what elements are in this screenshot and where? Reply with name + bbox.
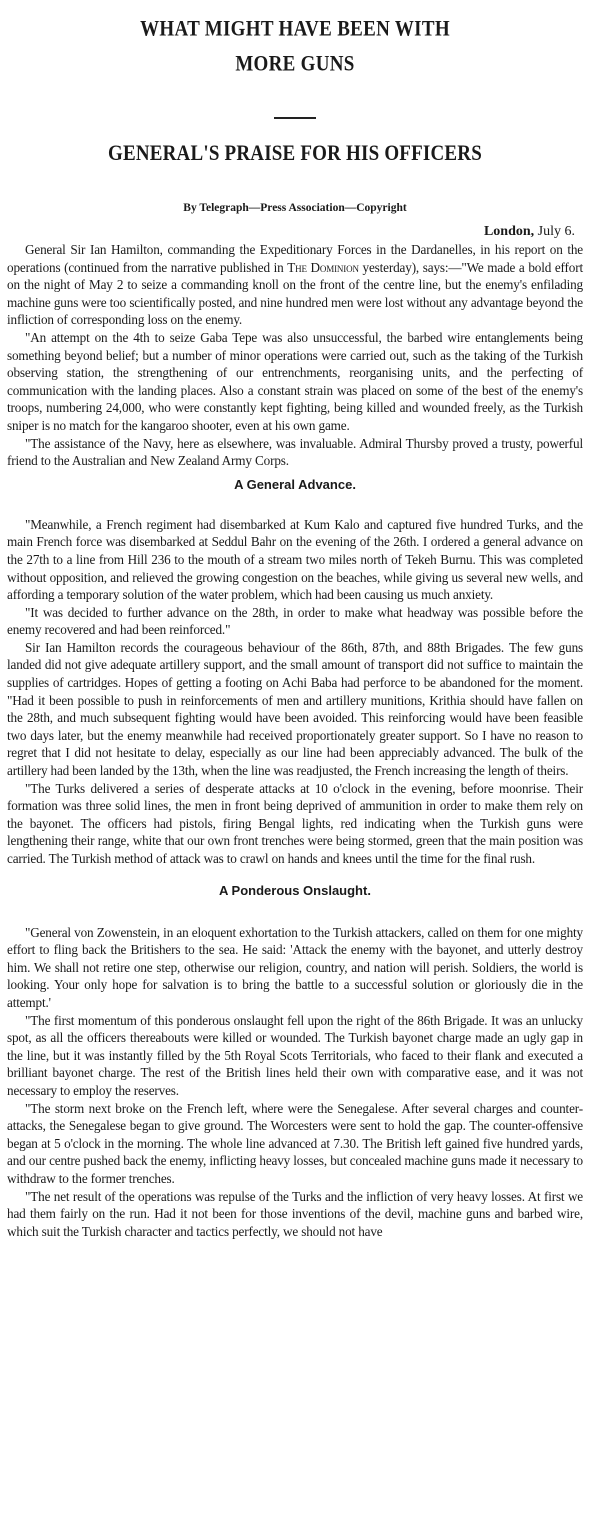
section-heading-general-advance: A General Advance. <box>234 476 356 492</box>
paragraph: Sir Ian Hamilton records the courageous behaviour of the 86th, 87th, and 88th Brigades. The few guns landed did not give adequate artillery support, and the small amount of transport did not suffice to maintain the supplies of cartridges. Hopes of getting a footing on Achi Baba had perforce to be abandoned for the moment. "Had it been possible to push in reinforcements of men and artillery munitions, Krithia should have fallen on the 28th, and much subsequent fighting would have been avoided. This reinforcing would have been feasible two days later, but the enemy meanwhile had received proportionately greater support. So I have no reason to regret that I did not hesitate to delay, especially as our line had been appreciably advanced. The bulk of the artillery had been landed by the 13th, when the line was readjusted, the French increasing the length of theirs. <box>7 639 583 779</box>
wire-credit: By Telegraph—Press Association—Copyright <box>183 202 407 214</box>
article-body-part-1 <box>7 241 583 470</box>
paragraph: "The first momentum of this ponderous onslaught fell upon the right of the 86th Brigade. It was an unlucky spot, as all the officers thereabouts were killed or wounded. The Turkish bayonet charge made an ugly gap in the line, but it was instantly filled by the 5th Royal Scots Territorials, who faced to their flank and executed a brilliant bayonet charge. The rest of the British lines held their own with comparative ease, and it was not necessary to employ the reserves. <box>7 1012 583 1098</box>
article-body-part-3 <box>7 924 583 1241</box>
subheadline: GENERAL'S PRAISE FOR HIS OFFICERS <box>107 141 482 167</box>
paragraph <box>7 241 583 329</box>
paragraph: "An attempt on the 4th to seize Gaba Tepe was also unsuccessful, the barbed wire entanglements being something beyond belief; but a number of minor operations were carried out, such as the taking of the Turkish observing station, the strengthening of our entrenchments, reorganising units, and the perfecting of communication with the landing places. Also a constant strain was placed on some of the best of the enemy's troops, numbering 24,000, who were constantly kept fighting, being killed and wounded freely, as the Turkish sniper is no match for the kangaroo shooter, even at his own game. <box>7 329 583 433</box>
dateline-place: London, <box>483 224 535 239</box>
article-body-part-2 <box>7 516 583 868</box>
paragraph-text: yesterday), says:—"We made a bold effort on the night of May 2 to seize a commanding knoll on the front of the centre line, but the enemy's enfilading machine guns were too scientifically posted, and nine hundred men were lost without any advantage beyond the infliction of corresponding loss on the enemy. <box>7 259 583 328</box>
paragraph: "It was decided to further advance on the 28th, in order to make what headway was possible before the enemy recovered and had been reinforced." <box>7 604 583 638</box>
paragraph: "The assistance of the Navy, here as elsewhere, was invaluable. Admiral Thursby proved a trusty, powerful friend to the Australian and New Zealand Army Corps. <box>7 435 583 469</box>
dateline-date: July 6. <box>537 224 575 239</box>
paragraph: "The storm next broke on the French left, where were the Senegalese. After several charges and counter-attacks, the Senegalese began to give ground. The Worcesters were sent to hold the gap. The counter-offensive began at 5 o'clock in the morning. The whole line advanced at 7.30. The British left gained five hundred yards, and our centre pushed back the enemy, inflicting heavy losses, but concealed machine guns made it necessary to withdraw to the former trenches. <box>7 1100 583 1186</box>
paragraph: "The Turks delivered a series of desperate attacks at 10 o'clock in the evening, before moonrise. Their formation was three solid lines, the men in front being deprived of ammunition in order to make them rely on the bayonet. The officers had pistols, firing Bengal lights, red indicating when the Turkish guns were lengthening their range, white that our own front trenches were being stormed, green that the main position was carried. The Turkish method of attack was to crawl on hands and knees until the time for the final rush. <box>7 780 583 866</box>
section-heading-ponderous-onslaught: A Ponderous Onslaught. <box>219 882 371 898</box>
paragraph: "Meanwhile, a French regiment had disembarked at Kum Kalo and captured five hundred Turks, and the main French force was disembarked at Seddul Bahr on the evening of the 26th. I ordered a general advance on the 27th to a line from Hill 236 to the mouth of a stream two miles north of Tekeh Burnu. This was completed without opposition, and relieved the growing congestion on the beaches, while giving us several new wells, and affording a temporary solution of the water problem, which had been causing us much anxiety. <box>7 516 583 603</box>
newspaper-name: The Dominion <box>287 259 359 275</box>
paragraph: "The net result of the operations was repulse of the Turks and the infliction of very heavy losses. At first we had them fairly on the run. Had it not been for those inventions of the devil, machine guns and barbed wire, which suit the Turkish character and tactics perfectly, we should not have <box>7 1188 583 1239</box>
headline-divider <box>274 117 316 119</box>
dateline <box>7 223 575 241</box>
headline-line-2: MORE GUNS <box>235 51 355 77</box>
paragraph: "General von Zowenstein, in an eloquent exhortation to the Turkish attackers, called on them for one mighty effort to fling back the Britishers to the sea. He said: 'Attack the enemy with the bayonet, and utterly destroy him. We shall not retire one step, otherwise our religion, country, and nation will perish. Soldiers, the world is looking. Your only hope for salvation is to bring the battle to a successful solution or gloriously die in the attempt.' <box>7 924 583 1010</box>
paragraph-text: General Sir Ian Hamilton, commanding the Expeditionary Forces in the Dardanelles, in his report on the operations (continued from the narrative published in <box>7 242 583 275</box>
headline-line-1: WHAT MIGHT HAVE BEEN WITH <box>140 16 450 42</box>
